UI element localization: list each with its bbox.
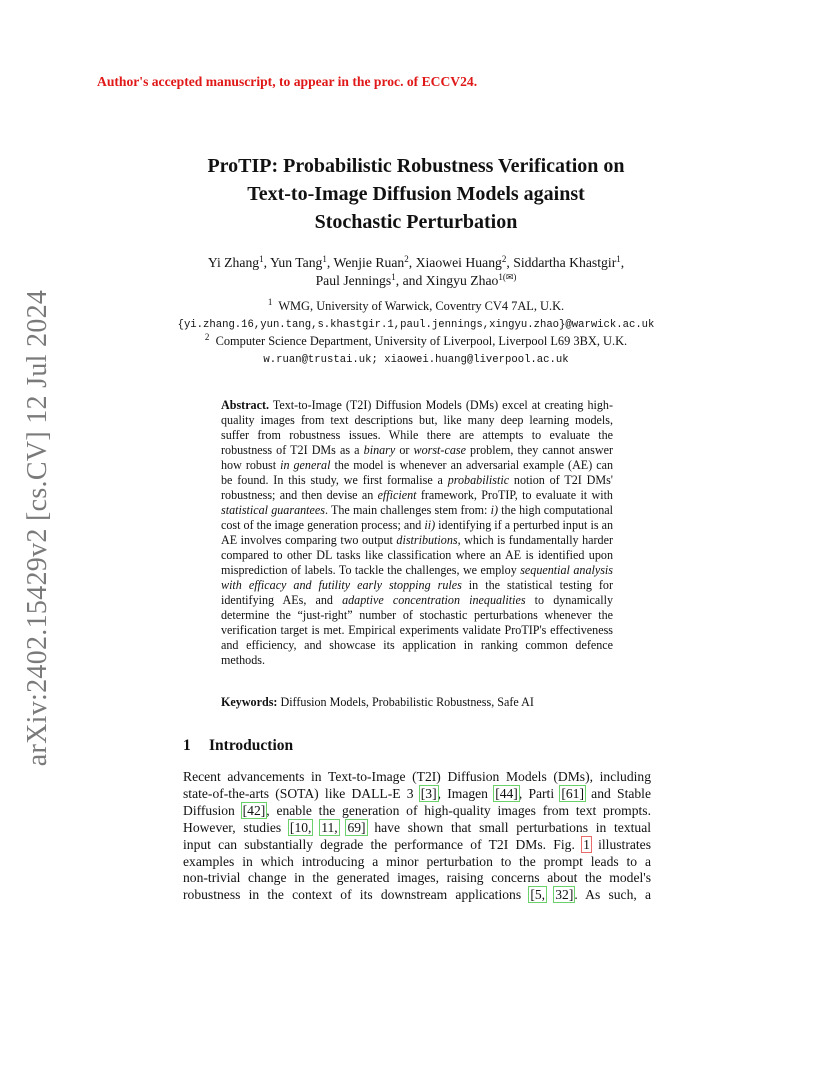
author-name: Paul Jennings (315, 272, 392, 288)
text-span: , Imagen (437, 785, 495, 801)
citation-link[interactable]: [42] (242, 802, 266, 818)
citation-link[interactable]: [61] (561, 785, 584, 801)
author-name: Yun Tang (269, 255, 323, 270)
author-name: Xiaowei Huang (415, 255, 502, 270)
text-span: illustrates (590, 836, 651, 852)
figure-reference-link[interactable]: 1 (583, 836, 590, 852)
text-line (183, 769, 651, 786)
citation-link[interactable]: 11, (321, 819, 338, 835)
abstract-text: the model is whenever an adversarial example (AE) can be found. In this study, we first formalise a (221, 458, 614, 487)
keywords (221, 695, 621, 710)
section-heading (183, 737, 293, 755)
author-name: and Xingyu Zhao (402, 272, 499, 288)
text-span: non-trivial change in the generated images, raising concerns about the model's (183, 870, 651, 886)
arxiv-identifier[interactable]: arXiv:2402.15429v2 [cs.CV] 12 Jul 2024 (22, 289, 53, 767)
citation-link[interactable]: [5, (530, 887, 546, 903)
affiliation-mark: 2 (501, 254, 507, 264)
text-line (183, 803, 651, 820)
abstract-emphasis: probabilistic (447, 473, 510, 487)
citation-link[interactable]: [44] (495, 785, 518, 801)
text-span: . As such, a (574, 887, 651, 903)
abstract-text: framework, ProTIP, to evaluate it with (416, 488, 613, 502)
abstract-text: in the statistical testing for identifying AEs, and (221, 578, 613, 607)
text-line (183, 820, 651, 837)
text-line (183, 837, 651, 854)
abstract-text: , which is fundamentally harder compared to other DL tasks like classification where an AE is identified upon misprediction of labels. To tackle the challenges, we employ (221, 533, 613, 577)
manuscript-notice: Author's accepted manuscript, to appear in the proc. of ECCV24. (97, 74, 478, 89)
affiliation-1: WMG, University of Warwick, Coventry CV4 7AL, U.K. (278, 299, 565, 313)
affiliation-mark: 1 (322, 254, 327, 264)
text-line (183, 854, 651, 871)
text-span: Diffusion (183, 802, 242, 818)
introduction-text (183, 769, 651, 904)
abstract-emphasis: worst-case (413, 443, 466, 457)
abstract-text: notion of T2I DMs' robustness; and then devise an (221, 473, 613, 502)
abstract-emphasis: ii) (424, 518, 436, 532)
affiliation-mark: 1 (391, 271, 396, 282)
abstract-text: to dynamically determine the “just-right” number of stochastic perturbations whenever the verification target is met. Empirical experiments validate ProTIP's effectiveness and efficiency, and showcase its application in ranking common defence methods. (221, 593, 613, 667)
citation-link[interactable]: [3] (420, 785, 437, 801)
abstract-text: problem, they cannot answer how robust (221, 443, 613, 472)
affiliation-number: 2 (204, 332, 210, 342)
citation-link[interactable]: 32] (555, 887, 574, 903)
text-span: state-of-the-arts (SOTA) like DALL-E 3 (183, 785, 420, 801)
affiliations (150, 298, 682, 368)
abstract-label: Abstract. (221, 398, 270, 412)
abstract-text: identifying if a perturbed input is an AE involves comparing two output (221, 518, 613, 547)
author-name: Siddartha Khastgir (513, 255, 617, 270)
author-list: Yi Zhang$^1$, Yun Tang$^1$, Wenjie Ruan$^2$, Xiaowei Huang$^2$, Siddartha Khastgir$^1$, Paul Jennings$^1$, and Xingyu Zhao$^{1(✉)}$ (207, 254, 625, 288)
text-line (183, 786, 651, 803)
email-liverpool[interactable]: w.ruan@trustai.uk; xiaowei.huang@liverpool.ac.uk (263, 353, 569, 366)
affiliation-mark: 1 (259, 254, 264, 264)
text-line (183, 887, 651, 904)
text-span: Recent advancements in Text-to-Image (T2I) Diffusion Models (DMs), including (183, 769, 651, 784)
abstract (221, 398, 613, 668)
affiliation-mark: 1 (616, 254, 621, 264)
corresponding-author-mark: 1(✉) (498, 271, 517, 282)
abstract-emphasis: distributions (396, 533, 458, 547)
title-line-1: ProTIP: Probabilistic Robustness Verification on (207, 155, 625, 177)
abstract-emphasis: in general (280, 458, 331, 472)
title-line-3: Stochastic Perturbation (314, 211, 518, 233)
abstract-emphasis: statistical guarantees (221, 503, 325, 517)
title-line-2: Text-to-Image Diffusion Models against (247, 183, 585, 205)
abstract-emphasis: i) (490, 503, 498, 517)
text-span: , Parti (518, 785, 561, 801)
abstract-text: Text-to-Image (T2I) Diffusion Models (DMs) excel at creating high-quality images from text descriptions but, like many deep learning models, suffer from robustness issues. While there are attempts to evaluate the robustness of T2I DMs as a (221, 398, 613, 457)
text-span: robustness in the context of its downstream applications (183, 887, 530, 903)
abstract-emphasis: efficient (377, 488, 417, 502)
abstract-text: or (395, 443, 414, 457)
text-span: However, studies (183, 819, 289, 835)
author-name: Wenjie Ruan (333, 255, 405, 270)
affiliation-mark: 2 (404, 254, 409, 264)
text-span: , enable the generation of high-quality images from text prompts. (266, 802, 651, 818)
text-line (183, 870, 651, 887)
text-span: input can substantially degrade the performance of T2I DMs. Fig. (183, 836, 575, 852)
citation-link[interactable]: [10, (289, 819, 312, 835)
keywords-text: Diffusion Models, Probabilistic Robustness, Safe AI (277, 695, 534, 709)
section-number: 1 (183, 737, 191, 754)
section-title: Introduction (209, 737, 294, 754)
text-span: examples in which introducing a minor perturbation to the prompt leads to a (183, 853, 651, 869)
abstract-emphasis: adaptive concentration inequalities (342, 593, 526, 607)
text-span: have shown that small perturbations in textual (366, 819, 652, 835)
abstract-emphasis: sequential analysis with efficacy and futility early stopping rules (221, 563, 613, 592)
citation-link[interactable]: 69] (347, 819, 366, 835)
text-span: and Stable (584, 785, 651, 801)
abstract-text: . The main challenges stem from: (324, 503, 491, 517)
paper-title (170, 152, 662, 236)
author-name: Yi Zhang (207, 255, 260, 270)
affiliation-2: Computer Science Department, University of Liverpool, Liverpool L69 3BX, U.K. (215, 334, 628, 348)
keywords-label: Keywords: (221, 695, 278, 709)
abstract-emphasis: binary (363, 443, 396, 457)
affiliation-number: 1 (267, 297, 273, 307)
email-warwick[interactable]: {yi.zhang.16,yun.tang,s.khastgir.1,paul.jennings,xingyu.zhao}@warwick.ac.uk (177, 318, 655, 331)
abstract-text: the high computational cost of the image generation process; and (221, 503, 613, 532)
